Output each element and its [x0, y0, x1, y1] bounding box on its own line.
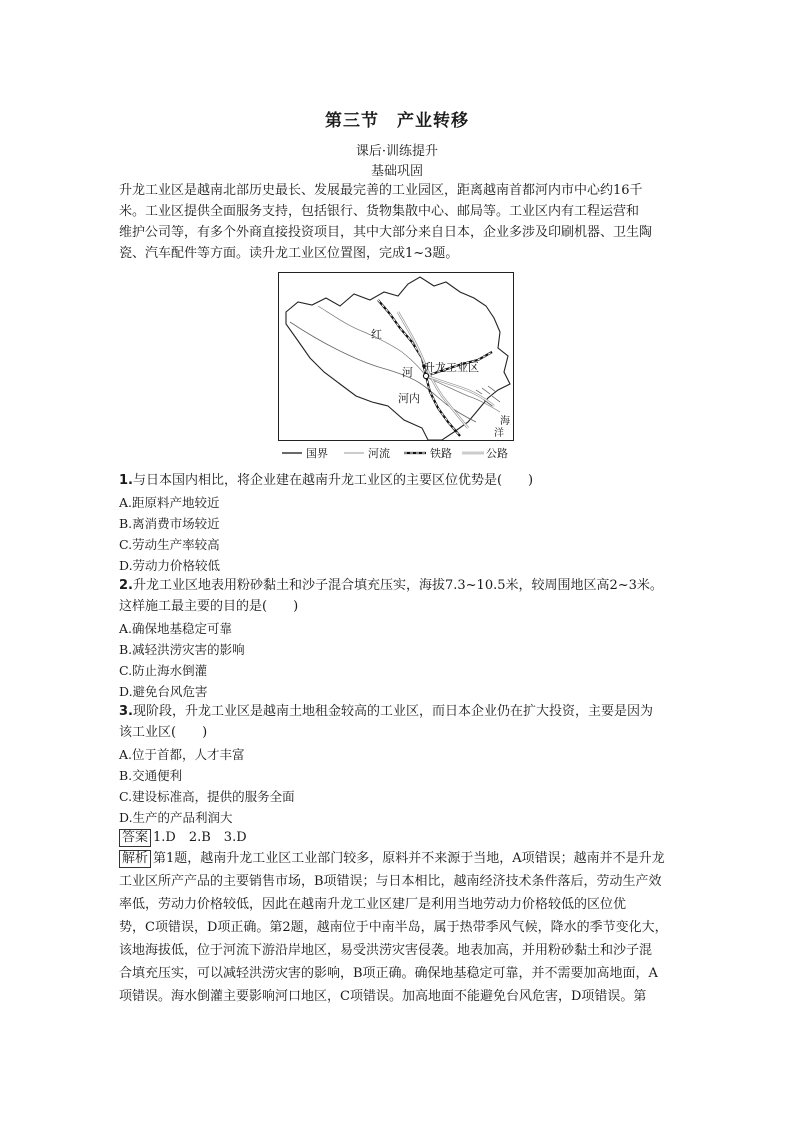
intro-line-3: 维护公司等，有多个外商直接投资项目，其中大部分来自日本，企业多涉及印刷机器、卫生陶 [119, 225, 653, 240]
subtitle: 课后·训练提升 [355, 144, 439, 159]
question-2-option-a: A.确保地基稳定可靠 [119, 621, 233, 636]
title-section-number: 第三节 [325, 111, 379, 131]
question-2-option-d: D.避免台风危害 [119, 684, 208, 699]
question-1-option-a: A.距原料产地较近 [119, 495, 220, 510]
question-2-option-b: B.减轻洪涝灾害的影响 [119, 642, 245, 657]
legend-railway-label: 铁路 [430, 447, 452, 460]
question-2-stem: 2.升龙工业区地表用粉砂黏土和沙子混合填充压实，海拔7.3~10.5米，较周围地区高2~3米。 [119, 578, 663, 593]
analysis-line-5: 该地海拔低，位于河流下游沿岸地区，易受洪涝灾害侵袭。地表加高，并用粉砂黏土和沙子混 [119, 943, 653, 958]
legend-border-label: 国界 [306, 447, 328, 460]
intro-line-4: 瓷、汽车配件等方面。读升龙工业区位置图，完成1~3题。 [119, 246, 459, 261]
question-3-stem-cont: 该工业区( ) [119, 725, 208, 740]
analysis-line-4: 势，C项错误，D项正确。第2题，越南位于中南半岛，属于热带季风气候，降水的季节变化大， [119, 920, 668, 935]
legend-road-label: 公路 [486, 447, 508, 460]
intro-line-1: 升龙工业区是越南北部历史最长、发展最完善的工业园区，距离越南首都河内市中心约16千 [119, 183, 643, 198]
question-3-option-b: B.交通便利 [119, 768, 183, 783]
question-3-option-d: D.生产的产品利润大 [119, 810, 233, 825]
question-3-stem: 3.现阶段，升龙工业区是越南土地租金较高的工业区，而日本企业仍在扩大投资，主要是因为 [119, 704, 653, 719]
question-2-option-c: C.防止海水倒灌 [119, 663, 208, 678]
question-3-option-c: C.建设标准高，提供的服务全面 [119, 789, 295, 804]
question-1-option-b: B.离消费市场较近 [119, 516, 220, 531]
answer-text: 1.D 2.B 3.D [153, 830, 247, 845]
industrial-zone-label: 升龙工业区 [424, 361, 479, 374]
sea-label-hai: 海 [500, 416, 510, 427]
question-1-stem: 1.与日本国内相比，将企业建在越南升龙工业区的主要区位优势是( ) [119, 473, 534, 488]
map-legend [282, 446, 508, 460]
sea-label-yang: 洋 [494, 428, 504, 439]
analysis-label: 解析 [119, 850, 151, 868]
question-1-option-c: C.劳动生产率较高 [119, 537, 220, 552]
analysis-line-6: 合填充压实，可以减轻洪涝灾害的影响，B项正确。确保地基稳定可靠，并不需要加高地面，A [119, 966, 658, 981]
legend-river-label: 河流 [368, 447, 390, 460]
page-title [0, 106, 794, 131]
analysis-line-2: 工业区所产产品的主要销售市场，B项错误；与日本相比，越南经济技术条件落后，劳动生产效 [119, 874, 662, 889]
question-3-option-a: A.位于首都，人才丰富 [119, 747, 245, 762]
analysis-line-7: 项错误。海水倒灌主要影响河口地区，C项错误。加高地面不能避免台风危害，D项错误。第 [119, 989, 647, 1004]
river-label-he: 河 [402, 366, 413, 379]
intro-line-2: 米。工业区提供全面服务支持，包括银行、货物集散中心、邮局等。工业区内有工程运营和 [119, 204, 640, 219]
location-map [278, 272, 514, 462]
answer-line [119, 828, 247, 848]
analysis-line-3: 率低，劳动力价格较低，因此在越南升龙工业区建厂是利用当地劳动力价格较低的区位优 [119, 897, 627, 912]
section-heading: 基础巩固 [370, 164, 423, 179]
river-label-hong: 红 [371, 328, 382, 341]
question-2-stem-cont: 这样施工最主要的目的是( ) [119, 599, 299, 614]
map-frame [279, 273, 514, 441]
answer-label: 答案 [119, 829, 151, 847]
question-1-option-d: D.劳动力价格较低 [119, 558, 221, 573]
hanoi-label: 河内 [398, 392, 420, 405]
hanoi-marker [423, 373, 428, 378]
analysis-line-1: 解析 第1题，越南升龙工业区工业部门较多，原料并不来源于当地，A项错误；越南并不是升龙 [119, 849, 665, 869]
title-topic: 产业转移 [397, 111, 469, 131]
